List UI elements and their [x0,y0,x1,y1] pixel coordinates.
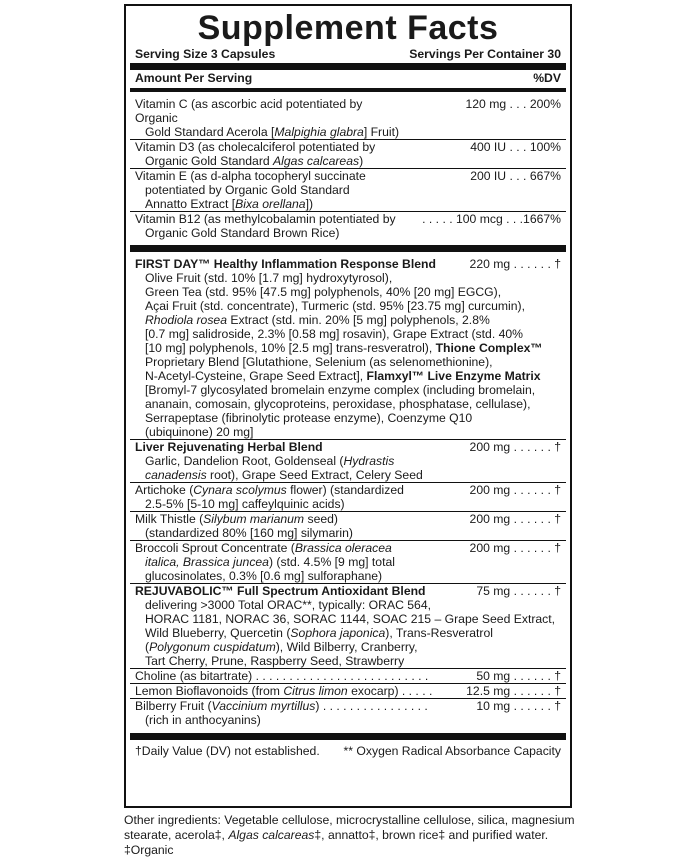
vitamin-d3-row [126,140,570,168]
blend-line: Green Tea (std. 95% [47.5 mg] polyphenols, 40% [20 mg] EGCG), [145,285,502,299]
broccoli-row [126,541,570,583]
rejuvabolic-amount: 75 mg . . . . . . † [476,584,561,598]
thick-divider [130,63,566,70]
choline-amount: 50 mg . . . . . . † [476,669,561,683]
vitamin-c-row [126,97,570,139]
vitamin-c-line1: Vitamin C (as ascorbic acid potentiated by Organic [135,97,363,125]
artichoke-row [126,483,570,511]
other-ingredients-line2: stearate, acerola‡, Algas calcareas‡, annatto‡, brown rice‡ and purified water. ‡Organic [124,828,549,857]
vitamin-b12-line1: Vitamin B12 (as methylcobalamin potentiated by [135,212,396,226]
bilberry-amount: 10 mg . . . . . . † [476,699,561,713]
first-day-blend [126,257,570,439]
choline-row [126,669,570,683]
blend-line: (ubiquinone) 20 mg] [145,425,254,439]
vitamin-d3-amount: 400 IU . . . 100% [470,140,561,154]
blend-line: [0.7 mg] salidroside, 2.3% [0.58 mg] rosavin), Grape Extract (std. 40% [145,327,523,341]
vitamin-d3-line1: Vitamin D3 (as cholecalciferol potentiated by [135,140,376,154]
vitamin-e-line2: potentiated by Organic Gold Standard [145,183,350,197]
blend-line: Proprietary Blend [Glutathione, Selenium (as selenomethionine), [145,355,493,369]
liver-blend-amount: 200 mg . . . . . . † [469,440,561,454]
vitamin-c-amount: 120 mg . . . 200% [465,97,561,111]
supplement-facts-panel [124,4,572,808]
panel-title: Supplement Facts [197,9,499,47]
bilberry-row [126,699,570,727]
blend-line: Olive Fruit (std. 10% [1.7 mg] hydroxytyrosol), [145,271,393,285]
thick-divider [130,245,566,252]
blend-line: [Bromyl-7 glycosylated bromelain enzyme complex (including bromelain, [145,383,536,397]
liver-blend-name: Liver Rejuvenating Herbal Blend [135,440,323,454]
milk-thistle-amount: 200 mg . . . . . . † [469,512,561,526]
vitamin-c-line2: Gold Standard Acerola [Malpighia glabra] Fruit) [145,125,400,139]
artichoke-line2: 2.5-5% [5-10 mg] caffeylquinic acids) [145,497,345,511]
liver-blend [126,440,570,482]
milk-thistle-row [126,512,570,540]
lemon-row [126,684,570,698]
liver-line1: Garlic, Dandelion Root, Goldenseal (Hydrastis [145,454,395,468]
amount-per-serving-label: Amount Per Serving [135,71,253,85]
vitamin-d3-line2: Organic Gold Standard Algas calcareas) [145,154,364,168]
footnotes [126,743,570,759]
blend-line: Serrapeptase (fibrinolytic protease enzyme), Coenzyme Q10 [145,411,473,425]
blend-line: delivering >3000 Total ORAC**, typically: ORAC 564, [145,598,431,612]
blend-line: ananain, comosain, glycoproteins, peroxidase, phosphatase, cellulase), [145,397,531,411]
liver-line2: canadensis root), Grape Seed Extract, Celery Seed [145,468,423,482]
first-day-blend-name: FIRST DAY™ Healthy Inflammation Response Blend [135,257,436,271]
milk-thistle-line2: (standardized 80% [160 mg] silymarin) [145,526,353,540]
other-ingredients-line1: Other ingredients: Vegetable cellulose, microcrystalline cellulose, silica, magnesium [124,813,575,827]
blend-line: N-Acetyl-Cysteine, Grape Seed Extract], Flamxyl™ Live Enzyme Matrix [145,369,541,383]
vitamin-b12-line2: Organic Gold Standard Brown Rice) [145,226,340,240]
broccoli-line2: italica, Brassica juncea) (std. 4.5% [9 mg] total [145,555,395,569]
blend-line: HORAC 1181, NORAC 36, SORAC 1144, SOAC 215 – Grape Seed Extract, [145,612,556,626]
broccoli-line3: glucosinolates, 0.3% [0.6 mg] sulforaphane) [145,569,383,583]
vitamin-b12-row [126,212,570,240]
vitamin-b12-amount: . . . . . 100 mcg . . .1667% [422,212,561,226]
rejuvabolic-name: REJUVABOLIC™ Full Spectrum Antioxidant Blend [135,584,426,598]
broccoli-amount: 200 mg . . . . . . † [469,541,561,555]
footnote-orac: ** Oxygen Radical Absorbance Capacity [343,744,561,758]
vitamin-e-line3: Annatto Extract [Bixa orellana]) [145,197,314,211]
dv-header: %DV [533,71,561,85]
rejuvabolic-blend [126,584,570,668]
milk-thistle-line1: Milk Thistle (Silybum marianum seed) [135,512,338,526]
choline-label: Choline (as bitartrate) . . . . . . . . . . . . . . . . . . . . . . . . . . [135,669,429,683]
broccoli-line1: Broccoli Sprout Concentrate (Brassica oleracea [135,541,392,555]
thick-divider [130,733,566,740]
servings-per-container: Servings Per Container 30 [409,47,561,61]
artichoke-amount: 200 mg . . . . . . † [469,483,561,497]
other-ingredients [124,813,584,858]
blend-line: Tart Cherry, Prune, Raspberry Seed, Strawberry [145,654,405,668]
bilberry-line2: (rich in anthocyanins) [145,713,261,727]
vitamin-e-amount: 200 IU . . . 667% [470,169,561,183]
serving-size: Serving Size 3 Capsules [135,47,276,61]
blend-line: [10 mg] polyphenols, 10% [2.5 mg] trans-resveratrol), Thione Complex™ [145,341,543,355]
lemon-amount: 12.5 mg . . . . . . † [466,684,561,698]
lemon-label: Lemon Bioflavonoids (from Citrus limon exocarp) . . . . . [135,684,433,698]
bilberry-label: Bilberry Fruit (Vaccinium myrtillus) . . . . . . . . . . . . . . . . [135,699,428,713]
vitamin-e-line1: Vitamin E (as d-alpha tocopheryl succinate [135,169,366,183]
blend-line: Açai Fruit (std. concentrate), Turmeric (std. 95% [23.75 mg] curcumin), [145,299,525,313]
amount-header [126,70,570,86]
first-day-blend-amount: 220 mg . . . . . . † [469,257,561,271]
serving-info [126,47,570,61]
artichoke-line1: Artichoke (Cynara scolymus flower) (standardized [135,483,404,497]
footnote-dv: †Daily Value (DV) not established. [135,744,320,758]
blend-line: (Polygonum cuspidatum), Wild Bilberry, Cranberry, [145,640,418,654]
vitamin-e-row [126,169,570,211]
blend-line: Wild Blueberry, Quercetin (Sophora japonica), Trans-Resveratrol [145,626,493,640]
blend-line: Rhodiola rosea Extract (std. min. 20% [5 mg] polyphenols, 2.8% [145,313,490,327]
